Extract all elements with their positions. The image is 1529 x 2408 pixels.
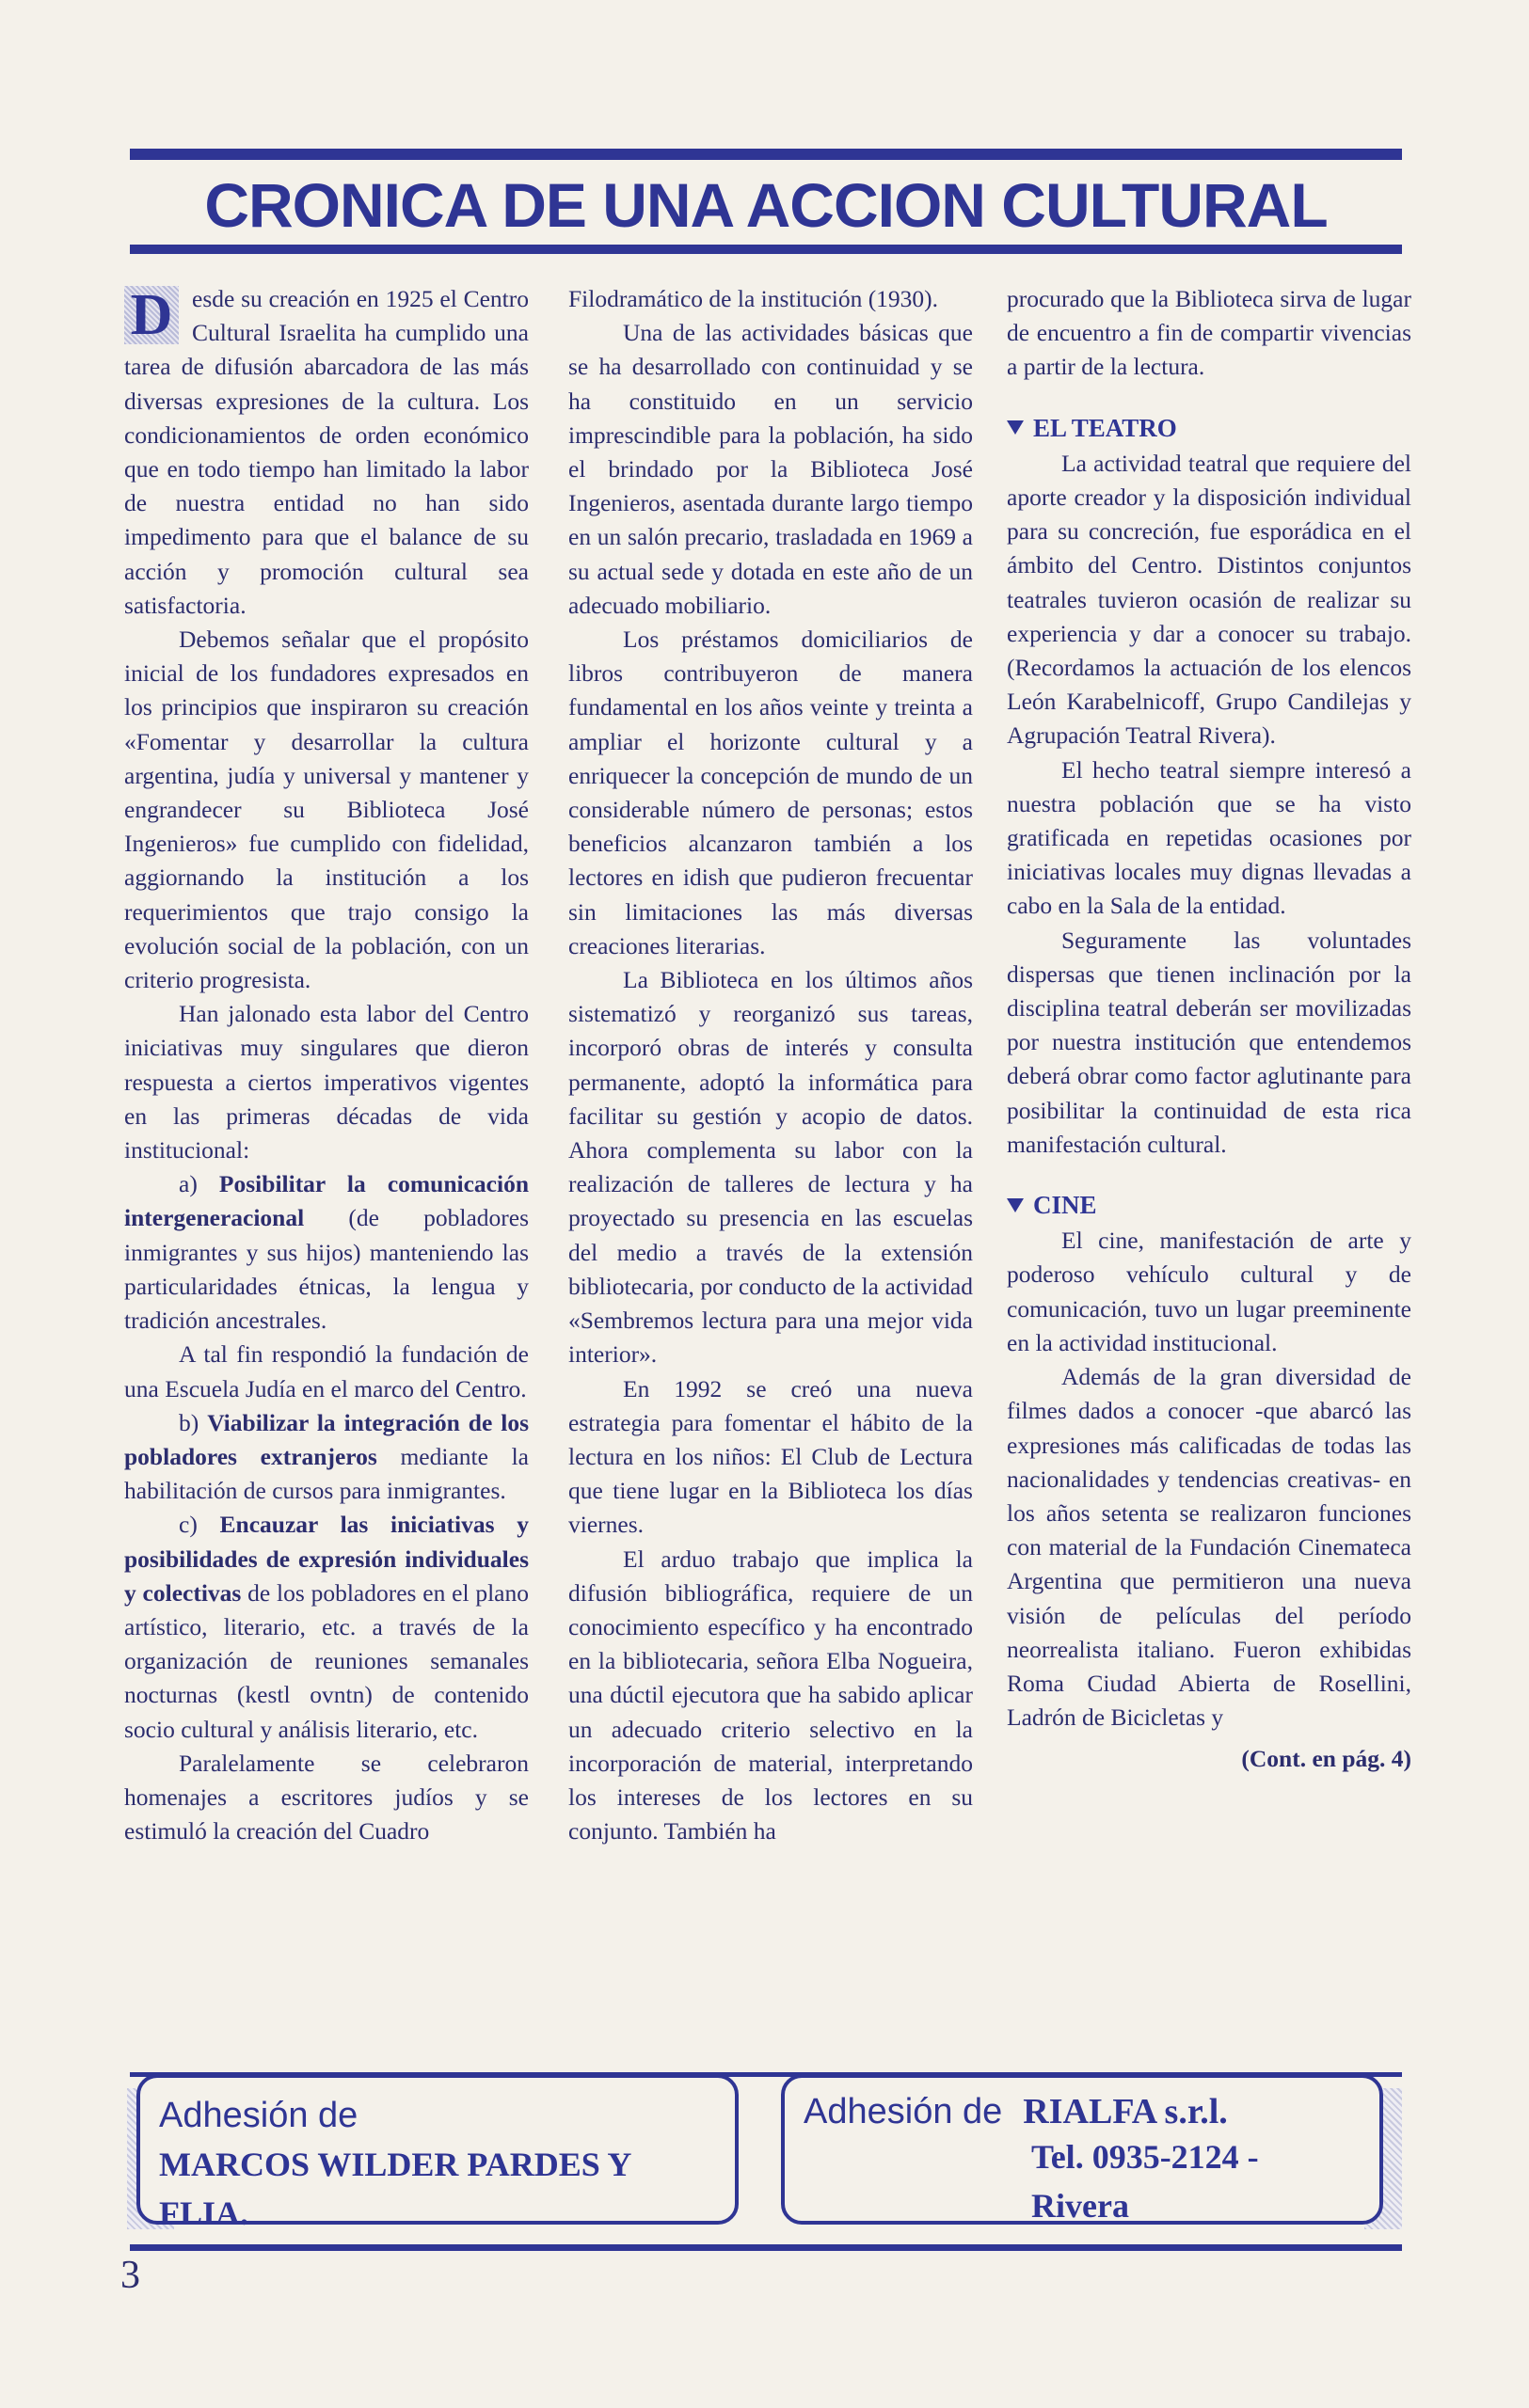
section-heading-cine: CINE [1007,1188,1411,1222]
ad-right-name: RIALFA s.r.l. [1023,2092,1228,2131]
column-1 [124,282,529,1848]
paragraph: La actividad teatral que requiere del aporte creador y la disposición individual para su concreción, fue esporádica en el ámbito del Centro. Distintos conjuntos teatrales tuvieron ocasión de realizar su experiencia y dar a conocer su trabajo. (Recordamos la actuación de los elencos León Karabelnicoff, Grupo Candilejas y Agrupación Teatral Rivera). [1007,449,1411,750]
paragraph-item-a: a) Posibilitar la comunicación intergeneracional (de pobladores inmigrantes y sus hijos) manteniendo las particularidades étnicas, la lengua y tradición ancestrales. [124,1170,529,1335]
paragraph: El arduo trabajo que implica la difusión bibliográfica, requiere de un conocimiento específico y ha encontrado en la bibliotecaria, señora Elba Nogueira, una dúctil ejecutora que ha sabido aplicar un adecuado criterio selectivo en la incorporación de material, interpretando los intereses de los lectores en su conjunto. También ha [568,1545,973,1846]
title-bottom-rule [130,245,1402,254]
page-number: 3 [120,2254,140,2297]
ads-bottom-rule [130,2244,1402,2251]
ad-rialfa [781,2074,1383,2225]
paragraph: Los préstamos domiciliarios de libros contribuyeron de manera fundamental en los años veinte y treinta a ampliar el horizonte cultural y a enriquecer la concepción de mundo de un considerable número de personas; estos beneficios alcanzaron también a los lectores en idish que pudieron frecuentar sin limitaciones las más diversas creaciones literarias. [568,626,973,959]
paragraph: procurado que la Biblioteca sirva de lugar de encuentro a fin de compartir vivencias a partir de la lectura. [1007,285,1411,381]
ad-marcos-wilder [136,2074,739,2232]
paragraph: Una de las actividades básicas que se ha desarrollado con continuidad y se ha constituido en un servicio imprescindible para la población, ha sido el brindado por la Biblioteca José Ingenieros, asentada durante largo tiempo en un salón precario, trasladada en 1969 a su actual sede y dotada en este año de un adecuado mobiliario. [568,319,973,619]
paragraph: El cine, manifestación de arte y poderoso vehículo cultural y de comunicación, tuvo un lugar preeminente en la actividad institucional. [1007,1227,1411,1356]
ad-left-label: Adhesión de [159,2096,358,2135]
paragraph-item-b: b) Viabilizar la integración de los pobladores extranjeros mediante la habilitación de cursos para inmigrantes. [124,1408,529,1505]
paragraph: Además de la gran diversidad de filmes dados a conocer -que abarcó las expresiones más calificadas de todas las nacionalidades y tendencias creativas- en los años setenta se realizaron funciones con material de la Fundación Cinemateca Argentina que permitieron una nueva visión de películas del período neorrealista italiano. Fueron exhibidas Roma Ciudad Abierta de Rosellini, Ladrón de Bicicletas y [1007,1363,1411,1732]
paragraph: Filodramático de la institución (1930). [568,285,939,312]
section-heading-teatro: EL TEATRO [1007,411,1411,445]
title-top-rule [130,149,1402,160]
triangle-bullet-icon [1007,1198,1024,1212]
article-title: CRONICA DE UNA ACCION CULTURAL [204,170,1328,240]
paragraph-item-c: c) Encauzar las iniciativas y posibilidades de expresión individuales y colectivas de los pobladores en el plano artístico, literario, etc. a través de la organización de reuniones semanales nocturnas (kestl ovntn) de contenido socio cultural y análisis literario, etc. [124,1511,529,1743]
paragraph: A tal fin respondió la fundación de una Escuela Judía en el marco del Centro. [124,1340,529,1402]
continued-note: (Cont. en pág. 4) [1241,1745,1411,1773]
paragraph: Paralelamente se celebraron homenajes a escritores judíos y se estimuló la creación del Cuadro [124,1749,529,1846]
paragraph: El hecho teatral siempre interesó a nuestra población que se ha visto gratificada en repetidas ocasiones por iniciativas locales muy dignas llevadas a cabo en la Sala de la entidad. [1007,755,1411,920]
drop-cap: D [124,286,179,344]
ad-left-name: MARCOS WILDER PARDES Y FLIA. [159,2146,631,2232]
triangle-bullet-icon [1007,420,1024,435]
column-3 [1007,282,1411,1777]
paragraph-intro: D esde su creación en 1925 el Centro Cultural Israelita ha cumplido una tarea de difusión abarcadora de las más diversas expresiones de la cultura. Los condicionamientos de orden económico que en todo tiempo han limitado la labor de nuestra entidad no han sido impedimento para que el balance de su acción y promoción cultural sea satisfactoria. [124,283,529,619]
paragraph: La Biblioteca en los últimos años sistematizó y reorganizó sus tareas, incorporó obras de interés y consulta permanente, adoptó la informática para facilitar su gestión y acopio de datos. Ahora complementa su labor con la realización de talleres de lectura y ha proyectado su presencia en las escuelas del medio a través de la extensión bibliotecaria, por conducto de la actividad «Sembremos lectura para una mejor vida interior». [568,966,973,1369]
paragraph: Han jalonado esta labor del Centro iniciativas muy singulares que dieron respuesta a ciertos imperativos vigentes en las primeras décadas de vida institucional: [124,1000,529,1164]
paragraph: En 1992 se creó una nueva estrategia para fomentar el hábito de la lectura en los niños: El Club de Lectura que tiene lugar en la Biblioteca los días viernes. [568,1374,973,1539]
ad-right-label: Adhesión de [804,2092,1003,2131]
ad-right-phone: Tel. 0935-2124 - Rivera [1031,2138,1259,2225]
paragraph: Seguramente las voluntades dispersas que tienen inclinación por la disciplina teatral deberán ser movilizadas por nuestra institución que entendemos deberá obrar como factor aglutinante para posibilitar la continuidad de esta rica manifestación cultural. [1007,926,1411,1158]
paragraph: Debemos señalar que el propósito inicial de los fundadores expresados en los principios que inspiraron su creación «Fomentar y desarrollar la cultura argentina, judía y universal y mantener y engrandecer su Biblioteca José Ingenieros» fue cumplido con fidelidad, aggiornando la institución a los requerimientos que trajo consigo la evolución social de la población, con un criterio progresista. [124,626,529,994]
column-2 [568,282,973,1848]
